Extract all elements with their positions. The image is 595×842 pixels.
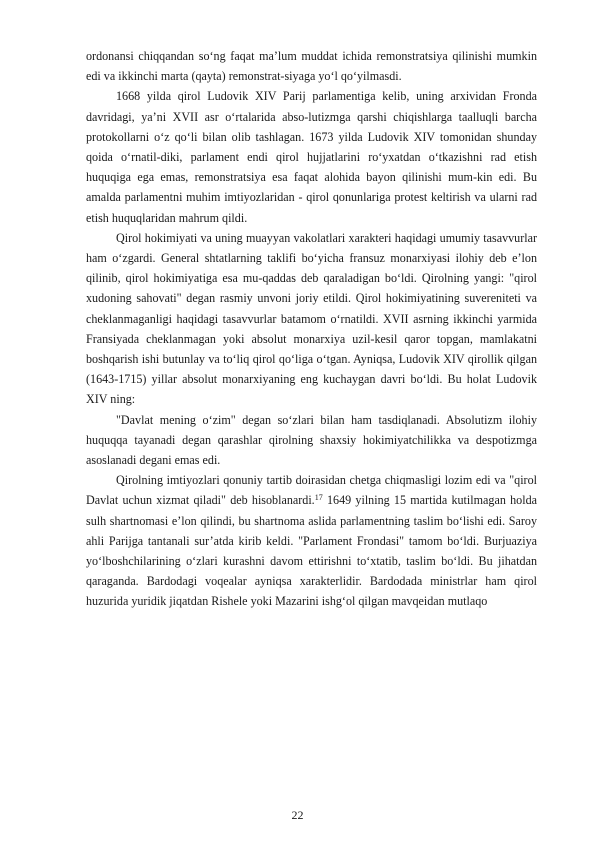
page-number: 22	[291, 808, 304, 822]
paragraph-3: Qirol hokimiyati va uning muayyan vakolatlari xarakteri haqidagi umumiy tasavvurlar ham o‘zgardi. General shtatlarning taklifi bo‘yicha fransuz monarxiyasi ilohiy deb e’lon qilinib, qirol hokimiyatiga esa mu-qaddas deb qaraladigan bo‘ldi. Qirolning yangi: "qirol xudoning sahovati" degan rasmiy unvoni joriy etildi. Qirol hokimiyatining suvereniteti va cheklanmaganligi haqidagi tasavvurlar batamom o‘rnatildi. XVII asrning ikkinchi yarmida Fransiyada cheklanmagan yoki absolut monarxiya uzil-kesil qaror topgan, mamlakatni boshqarish ishi butunlay va to‘liq qirol qo‘liga o‘tgan. Ayniqsa, Ludovik XIV qirollik qilgan (1643-1715) yillar absolut monarxiyaning eng kuchaygan davri bo‘ldi. Bu holat Ludovik XIV ning:	[86, 230, 537, 407]
paragraph-1: ordonansi chiqqandan so‘ng faqat ma’lum muddat ichida remonstratsiya qilinishi mumkin edi va ikkinchi marta (qayta) remonstrat-siyaga yo‘l qo‘yilmasdi.	[86, 49, 537, 84]
paragraph-5-text-before: Qirolning imtiyozlari qonuniy tartib doirasidan chetga chiqmasligi lozim edi va "qirol Davlat uchun xizmat qiladi" deb hisoblanardi.	[86, 473, 537, 508]
document-page	[86, 46, 537, 612]
footnote-reference: 17	[314, 493, 323, 503]
paragraph-4: "Davlat mening o‘zim" degan so‘zlari bilan ham tasdiqlanadi. Absolutizm ilohiy huquqqa tayanadi degan qarashlar qirolning shaxsiy hokimiyatchilikka va despotizmga asoslanadi degani emas edi.	[86, 412, 537, 468]
paragraph-5-text-after: 1649 yilning 15 martida kutilmagan holda sulh shartnomasi e’lon qilindi, bu shartnoma aslida parlamentning taslim bo‘lishi edi. Saroy ahli Parijga tantanali sur’atda kirib keldi. "Parlament Frondasi" tamom bo‘ldi. Burjuaziya yo‘lboshchilarining o‘zlari kurashni davom ettirishni to‘xtatib, taslim bo‘ldi. Bu jihatdan qaraganda. Bardodagi voqealar ayniqsa xarakterlidir. Bardodada ministrlar ham qirol huzurida yuridik jiqatdan Rishele yoki Mazarini ishg‘ol qilgan mavqeidan mutlaqo	[86, 493, 537, 609]
paragraph-5	[86, 470, 537, 611]
paragraph-2: 1668 yilda qirol Ludovik XIV Parij parlamentiga kelib, uning arxividan Fronda davridagi, ya’ni XVII asr o‘rtalarida abso-lutizmga qarshi chiqishlarga taalluqli barcha protokollarni o‘z qo‘li bilan olib tashlagan. 1673 yilda Ludovik XIV tomonidan shunday qoida o‘rnatil-diki, parlament endi qirol hujjatlarini ro‘yxatdan o‘tkazishni rad etish huquqiga ega emas, remonstratsiya esa faqat alohida bayon qilinishi mum-kin edi. Bu amalda parlamentni muhim imtiyozlaridan - qirol qonunlariga protest keltirish va ularni rad etish huquqlaridan mahrum qildi.	[86, 89, 537, 225]
